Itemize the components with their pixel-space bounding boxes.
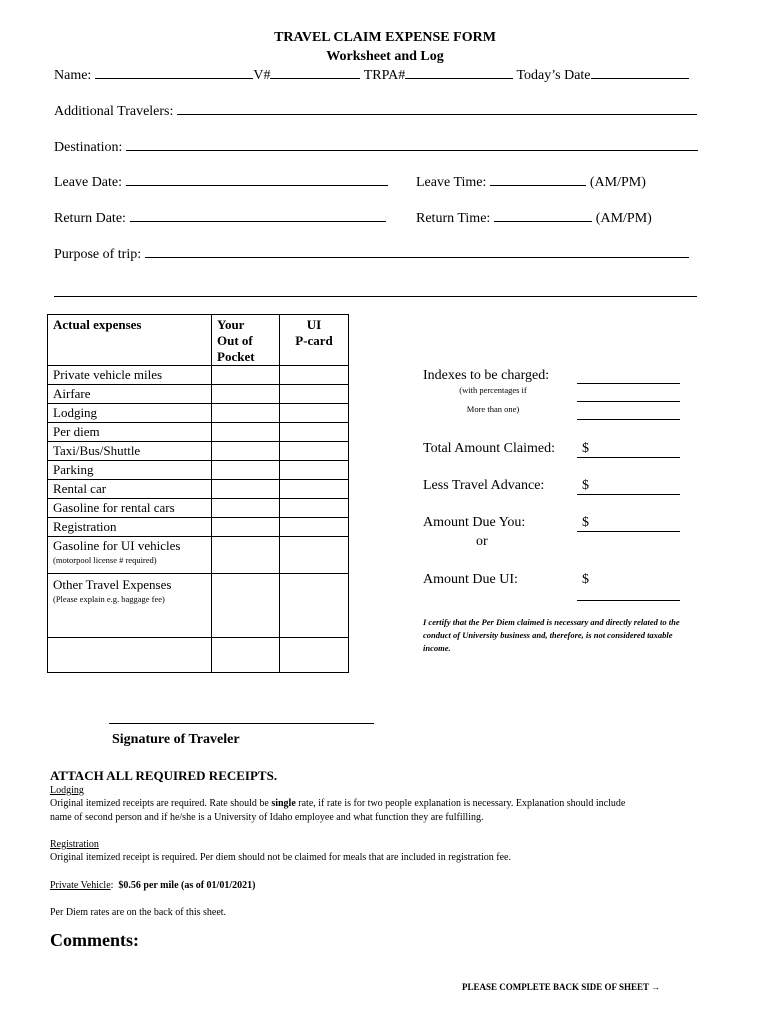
pcard-cell[interactable]: [280, 366, 349, 385]
leave-ampm-label: (AM/PM): [589, 175, 646, 190]
return-ampm-label: (AM/PM): [595, 211, 652, 226]
indexes-note-2: More than one): [466, 404, 520, 414]
pocket-cell[interactable]: [212, 366, 280, 385]
table-header-row: [48, 315, 349, 366]
pcard-cell[interactable]: [280, 574, 349, 638]
total-claimed-label: Total Amount Claimed:: [423, 441, 556, 456]
pocket-cell[interactable]: [212, 385, 280, 404]
col-pocket-header: Your Out of Pocket: [212, 315, 280, 366]
pocket-cell[interactable]: [212, 499, 280, 518]
row-label: Per diem: [48, 423, 212, 442]
footer-note: PLEASE COMPLETE BACK SIDE OF SHEET →: [462, 982, 661, 992]
table-row: [48, 480, 349, 499]
pocket-cell[interactable]: [212, 638, 280, 673]
table-row: [48, 574, 349, 638]
table-row: [48, 385, 349, 404]
form-title: TRAVEL CLAIM EXPENSE FORM: [274, 30, 496, 45]
registration-title: Registration: [50, 839, 99, 850]
pcard-cell[interactable]: [280, 638, 349, 673]
indexes-note-1: (with percentages if: [459, 385, 527, 395]
return-time-label: Return Time:: [416, 211, 491, 226]
col-expenses-header: Actual expenses: [48, 315, 212, 366]
pcard-cell[interactable]: [280, 480, 349, 499]
less-advance-dollar: $: [582, 478, 589, 493]
name-label: Name:: [54, 68, 92, 83]
lodging-bold: single: [271, 798, 296, 809]
due-ui-field[interactable]: [577, 600, 680, 601]
pcard-cell[interactable]: [280, 518, 349, 537]
other-note: (Please explain e.g. baggage fee): [53, 594, 165, 604]
leave-time-row: [416, 173, 646, 191]
table-row: [48, 366, 349, 385]
pocket-cell[interactable]: [212, 442, 280, 461]
table-row: [48, 423, 349, 442]
table-row: [48, 404, 349, 423]
index-field-3[interactable]: [577, 419, 680, 420]
return-date-field[interactable]: [130, 209, 386, 222]
row-label: Gasoline for rental cars: [48, 499, 212, 518]
or-label: or: [476, 534, 488, 549]
signature-line[interactable]: [109, 723, 374, 724]
leave-date-field[interactable]: [126, 173, 388, 186]
pcard-cell[interactable]: [280, 499, 349, 518]
additional-travelers-field[interactable]: [177, 102, 697, 115]
todays-date-field[interactable]: [591, 66, 689, 79]
index-field-2[interactable]: [577, 401, 680, 402]
return-time-field[interactable]: [494, 209, 592, 222]
gas-ui-note: (motorpool license # required): [53, 555, 157, 565]
row-label: Private vehicle miles: [48, 366, 212, 385]
row-label: Airfare: [48, 385, 212, 404]
due-you-dollar: $: [582, 515, 589, 530]
registration-text: Original itemized receipt is required. Per diem should not be claimed for meals that are included in registration fee.: [50, 852, 511, 863]
purpose-field[interactable]: [145, 245, 689, 258]
pocket-cell[interactable]: [212, 404, 280, 423]
purpose-label: Purpose of trip:: [54, 247, 142, 262]
private-vehicle-rate: $0.56 per mile (as of 01/01/2021): [118, 880, 256, 891]
table-row: [48, 461, 349, 480]
trpa-field[interactable]: [405, 66, 513, 79]
less-advance-field[interactable]: [577, 494, 680, 495]
leave-time-field[interactable]: [490, 173, 586, 186]
table-row: [48, 518, 349, 537]
destination-label: Destination:: [54, 140, 123, 155]
total-claimed-dollar: $: [582, 441, 589, 456]
pocket-cell[interactable]: [212, 461, 280, 480]
lodging-title: Lodging: [50, 785, 84, 796]
leave-date-row: [54, 173, 388, 191]
comments-label: Comments:: [50, 930, 139, 950]
table-row: [48, 499, 349, 518]
pocket-cell[interactable]: [212, 480, 280, 499]
pocket-cell[interactable]: [212, 574, 280, 638]
private-vehicle-row: Private Vehicle: $0.56 per mile (as of 01/01/2021): [50, 880, 256, 891]
row-label: Parking: [48, 461, 212, 480]
row-label: Registration: [48, 518, 212, 537]
row-label: Lodging: [48, 404, 212, 423]
due-you-label: Amount Due You:: [423, 515, 526, 530]
return-time-row: [416, 209, 652, 227]
row-label: Gasoline for UI vehicles (motorpool license # required): [48, 537, 212, 574]
v-number-label: V#: [253, 68, 271, 83]
destination-field[interactable]: [126, 138, 698, 151]
table-row: [48, 442, 349, 461]
table-row: [48, 537, 349, 574]
todays-date-label: Today’s Date: [516, 68, 591, 83]
col-pcard-header: UI P-card: [280, 315, 349, 366]
lodging-text-1: Original itemized receipts are required. Rate should be single rate, if rate is for two people explanation is necessary. Explanation should include: [50, 798, 626, 809]
table-row: [48, 638, 349, 673]
lodging-text-2: name of second person and if he/she is a University of Idaho employee and what function they are fulfilling.: [50, 812, 484, 823]
row-label[interactable]: [48, 638, 212, 673]
leave-time-label: Leave Time:: [416, 175, 487, 190]
pcard-cell[interactable]: [280, 537, 349, 574]
less-advance-label: Less Travel Advance:: [423, 478, 545, 493]
trpa-label: TRPA#: [363, 68, 406, 83]
return-date-label: Return Date:: [54, 211, 126, 226]
due-you-field[interactable]: [577, 531, 680, 532]
pcard-cell[interactable]: [280, 442, 349, 461]
total-claimed-field[interactable]: [577, 457, 680, 458]
return-date-row: [54, 209, 386, 227]
purpose-field-line-2[interactable]: [54, 296, 697, 297]
pcard-cell[interactable]: [280, 423, 349, 442]
destination-row: [54, 138, 698, 156]
pcard-cell[interactable]: [280, 385, 349, 404]
due-ui-label: Amount Due UI:: [423, 572, 518, 587]
pcard-cell[interactable]: [280, 404, 349, 423]
private-vehicle-title: Private Vehicle: [50, 880, 111, 891]
index-field-1[interactable]: [577, 383, 680, 384]
pocket-cell[interactable]: [212, 423, 280, 442]
form-subtitle: Worksheet and Log: [326, 49, 444, 64]
certification-text: I certify that the Per Diem claimed is necessary and directly related to the conduct of University business and, therefore, is not considered taxable income.: [423, 617, 680, 653]
purpose-row: [54, 245, 689, 263]
name-field[interactable]: [95, 66, 253, 79]
per-diem-note: Per Diem rates are on the back of this sheet.: [50, 907, 227, 918]
indexes-label: Indexes to be charged:: [423, 368, 550, 383]
due-ui-dollar: $: [582, 572, 589, 587]
pcard-cell[interactable]: [280, 461, 349, 480]
row-label: Rental car: [48, 480, 212, 499]
pocket-cell[interactable]: [212, 537, 280, 574]
v-number-field[interactable]: [270, 66, 360, 79]
pocket-cell[interactable]: [212, 518, 280, 537]
row-label: Taxi/Bus/Shuttle: [48, 442, 212, 461]
receipts-heading: ATTACH ALL REQUIRED RECEIPTS.: [50, 768, 278, 783]
row-label: Other Travel Expenses (Please explain e.g. baggage fee): [48, 574, 212, 638]
leave-date-label: Leave Date:: [54, 175, 123, 190]
expense-table: [47, 314, 349, 673]
signature-label: Signature of Traveler: [112, 732, 240, 747]
additional-travelers-label: Additional Travelers:: [54, 104, 174, 119]
name-row: [54, 66, 689, 84]
additional-travelers-row: [54, 102, 697, 120]
